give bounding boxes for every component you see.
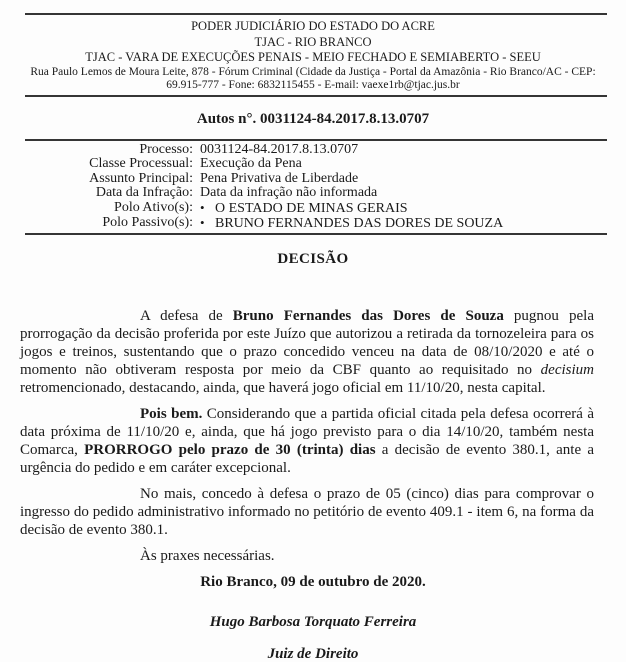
- field-row-polo-passivo: [20, 216, 626, 232]
- text-segment: Bruno Fernandes das Dores de Souza: [232, 308, 504, 325]
- case-number-title: Autos n°. 0031124-84.2017.8.13.0707: [196, 110, 430, 127]
- body-paragraphs: [20, 307, 594, 565]
- field-value: Pena Privativa de Liberdade: [200, 170, 359, 186]
- letterhead-contact-line: 69.915-777 - Fone: 6832115455 - E-mail: vaexe1rb@tjac.jus.br: [166, 78, 460, 91]
- signature-role: Juiz de Direito: [267, 646, 359, 662]
- party-name: O ESTADO DE MINAS GERAIS: [215, 200, 408, 216]
- field-row-polo-ativo: [20, 201, 626, 217]
- field-row-assunto-principal: [20, 172, 626, 187]
- field-value: [193, 201, 408, 217]
- letterhead: [0, 15, 626, 95]
- field-value: [193, 216, 503, 232]
- field-label: Assunto Principal:: [89, 170, 193, 186]
- paragraph: [20, 547, 594, 565]
- letterhead-court-line: PODER JUDICIÁRIO DO ESTADO DO ACRE: [191, 19, 435, 33]
- text-segment: No mais, concedo à defesa o prazo de 05 (cinco) dias para comprovar o ingresso do pedido administrativo informado no petitório de evento 409.1 - item 6, na forma da decisão de evento 380.1.: [20, 486, 594, 539]
- field-row-classe-processual: [20, 157, 626, 172]
- decision-heading: DECISÃO: [277, 251, 349, 268]
- text-segment: decisium: [540, 362, 594, 379]
- field-label: Classe Processual:: [89, 156, 193, 172]
- field-row-data-infracao: [20, 186, 626, 201]
- bullet-icon: •: [200, 215, 205, 231]
- letterhead-address-line: Rua Paulo Lemos de Moura Leite, 878 - Fórum Criminal (Cidade da Justiça - Portal da Amazônia - Rio Branco/AC - CEP:: [30, 65, 596, 78]
- party-name: BRUNO FERNANDES DAS DORES DE SOUZA: [215, 216, 504, 232]
- field-value: 0031124-84.2017.8.13.0707: [200, 141, 359, 157]
- field-value: Data da infração não informada: [200, 185, 378, 201]
- text-segment: pugnou pela prorrogação da decisão proferida por este Juízo que autorizou a retirada da tornozeleira para os jogos e treinos, sustentando que o prazo concedido venceu na data de 08/10/2020 e até o momento não obtiveram resposta por meio da CBF quanto ao requisitado no: [20, 308, 595, 379]
- text-segment: retromencionado, destacando, ainda, que haverá jogo oficial em 11/10/20, nesta capital.: [20, 380, 546, 397]
- horizontal-rule-below-fields: [25, 233, 607, 235]
- text-segment: Às praxes necessárias.: [140, 548, 275, 565]
- signature-name: Hugo Barbosa Torquato Ferreira: [209, 614, 417, 631]
- text-segment: A defesa de: [140, 308, 233, 325]
- field-label: Processo:: [139, 141, 193, 157]
- bullet-icon: •: [200, 199, 205, 215]
- horizontal-rule-below-letterhead: [25, 95, 607, 97]
- paragraph: [20, 485, 594, 539]
- text-segment: a decisão de evento 380.1, ante a urgência do pedido e em caráter excepcional.: [20, 442, 594, 477]
- paragraph: [20, 307, 594, 397]
- field-label: Data da Infração:: [95, 185, 193, 201]
- field-label: Polo Ativo(s):: [114, 199, 193, 215]
- paragraph: [20, 405, 594, 477]
- field-value: Execução da Pena: [200, 156, 302, 172]
- date-place-line: Rio Branco, 09 de outubro de 2020.: [200, 574, 426, 591]
- case-fields-table: [20, 141, 626, 234]
- field-label: Polo Passivo(s):: [102, 215, 193, 231]
- letterhead-branch-line: TJAC - RIO BRANCO: [254, 34, 372, 49]
- letterhead-unit-line: TJAC - VARA DE EXECUÇÕES PENAIS - MEIO FECHADO E SEMIABERTO - SEEU: [85, 50, 541, 64]
- text-segment: Pois bem.: [140, 406, 203, 423]
- text-segment: PRORROGO pelo prazo de 30 (trinta) dias: [84, 442, 376, 459]
- text-segment: Considerando que a partida oficial citada pela defesa ocorrerá à data próxima de 11/10/20 e, ainda, que há jogo previsto para o dia 14/10/20, também nesta Comarca,: [20, 406, 594, 459]
- field-row-processo: [20, 143, 626, 158]
